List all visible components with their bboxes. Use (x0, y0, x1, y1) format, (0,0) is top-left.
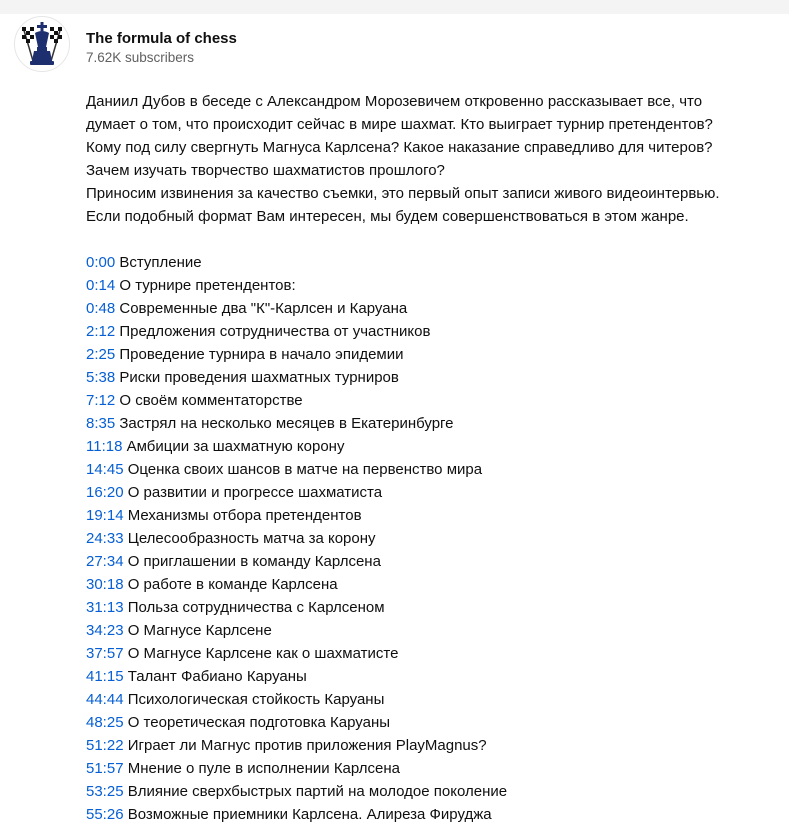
timestamp-link[interactable]: 30:18 (86, 576, 124, 593)
description-line: Зачем изучать творчество шахматистов прошлого? (86, 162, 445, 179)
chapter-title: Застрял на несколько месяцев в Екатеринбурге (119, 415, 454, 432)
chapter-item (86, 389, 776, 412)
chapter-item (86, 435, 776, 458)
description-text (86, 90, 776, 228)
timestamp-link[interactable]: 41:15 (86, 668, 124, 685)
chapter-item (86, 274, 776, 297)
timestamp-link[interactable]: 2:25 (86, 346, 116, 363)
chapter-title: Возможные приемники Карлсена. Алиреза Фируджа (127, 806, 492, 823)
top-divider (0, 0, 789, 14)
chapter-item (86, 688, 776, 711)
chapter-item (86, 251, 776, 274)
timestamp-link[interactable]: 24:33 (86, 530, 124, 547)
chapter-item (86, 550, 776, 573)
timestamp-link[interactable]: 8:35 (86, 415, 116, 432)
channel-info (86, 30, 237, 66)
timestamp-link[interactable]: 16:20 (86, 484, 124, 501)
chapter-item (86, 458, 776, 481)
chapter-item (86, 320, 776, 343)
chapter-title: Мнение о пуле в исполнении Карлсена (127, 760, 400, 777)
chapter-title: Проведение турнира в начало эпидемии (119, 346, 404, 363)
timestamp-link[interactable]: 0:14 (86, 277, 116, 294)
timestamp-link[interactable]: 37:57 (86, 645, 124, 662)
chapter-title: Польза сотрудничества с Карлсеном (127, 599, 385, 616)
chapter-title: Вступление (119, 254, 202, 271)
chapter-list (86, 251, 776, 826)
chapter-title: Современные два "К"-Карлсен и Каруана (119, 300, 408, 317)
timestamp-link[interactable]: 53:25 (86, 783, 124, 800)
timestamp-link[interactable]: 11:18 (86, 438, 123, 455)
description-line: думает о том, что происходит сейчас в мире шахмат. Кто выиграет турнир претендентов? (86, 116, 713, 133)
subscriber-count: 7.62K subscribers (86, 50, 195, 65)
chapter-item (86, 803, 776, 826)
chapter-title: Предложения сотрудничества от участников (119, 323, 431, 340)
chapter-title: Амбиции за шахматную корону (126, 438, 345, 455)
chapter-item (86, 780, 776, 803)
timestamp-link[interactable]: 19:14 (86, 507, 124, 524)
chapter-item (86, 642, 776, 665)
timestamp-link[interactable]: 48:25 (86, 714, 124, 731)
chapter-title: О турнире претендентов: (119, 277, 296, 294)
timestamp-link[interactable]: 34:23 (86, 622, 124, 639)
chapter-title: О Магнусе Карлсене (127, 622, 272, 639)
chapter-item (86, 481, 776, 504)
chapter-item (86, 711, 776, 734)
chess-logo-icon (15, 17, 69, 71)
timestamp-link[interactable]: 51:57 (86, 760, 124, 777)
chapter-item (86, 596, 776, 619)
chapter-title: Психологическая стойкость Каруаны (127, 691, 385, 708)
timestamp-link[interactable]: 44:44 (86, 691, 124, 708)
chapter-title: Механизмы отбора претендентов (127, 507, 362, 524)
chapter-item (86, 527, 776, 550)
timestamp-link[interactable]: 7:12 (86, 392, 116, 409)
chapter-item (86, 366, 776, 389)
timestamp-link[interactable]: 2:12 (86, 323, 116, 340)
chapter-title: Оценка своих шансов в матче на первенство мира (127, 461, 483, 478)
chapter-item (86, 504, 776, 527)
chapter-title: О развитии и прогрессе шахматиста (127, 484, 383, 501)
chapter-title: Играет ли Магнус против приложения PlayMagnus? (127, 737, 487, 754)
chapter-item (86, 734, 776, 757)
timestamp-link[interactable]: 0:48 (86, 300, 116, 317)
chapter-title: О приглашении в команду Карлсена (127, 553, 381, 570)
chapter-title: Целесообразность матча за корону (127, 530, 376, 547)
timestamp-link[interactable]: 31:13 (86, 599, 124, 616)
chapter-title: Влияние сверхбыстрых партий на молодое поколение (127, 783, 508, 800)
description-line: Приносим извинения за качество съемки, это первый опыт записи живого видеоинтервью. (86, 185, 720, 202)
timestamp-link[interactable]: 55:26 (86, 806, 124, 823)
description-line: Даниил Дубов в беседе с Александром Морозевичем откровенно рассказывает все, что (86, 93, 703, 110)
channel-header (14, 16, 237, 72)
chapter-title: О теоретическая подготовка Каруаны (127, 714, 391, 731)
timestamp-link[interactable]: 0:00 (86, 254, 116, 271)
chapter-item (86, 573, 776, 596)
chapter-item (86, 619, 776, 642)
chapter-title: Талант Фабиано Каруаны (127, 668, 307, 685)
channel-name[interactable]: The formula of chess (86, 30, 237, 47)
timestamp-link[interactable]: 14:45 (86, 461, 124, 478)
chapter-title: О работе в команде Карлсена (127, 576, 338, 593)
timestamp-link[interactable]: 5:38 (86, 369, 116, 386)
timestamp-link[interactable]: 27:34 (86, 553, 124, 570)
chapter-title: О своём комментаторстве (119, 392, 303, 409)
description-line: Если подобный формат Вам интересен, мы будем совершенствоваться в этом жанре. (86, 208, 689, 225)
timestamp-link[interactable]: 51:22 (86, 737, 124, 754)
chapter-item (86, 343, 776, 366)
chapter-item (86, 665, 776, 688)
channel-avatar[interactable] (14, 16, 70, 72)
chapter-title: О Магнусе Карлсене как о шахматисте (127, 645, 399, 662)
chapter-item (86, 297, 776, 320)
chapter-title: Риски проведения шахматных турниров (119, 369, 399, 386)
chapter-item (86, 412, 776, 435)
description-line: Кому под силу свергнуть Магнуса Карлсена? Какое наказание справедливо для читеров? (86, 139, 713, 156)
chapter-item (86, 757, 776, 780)
